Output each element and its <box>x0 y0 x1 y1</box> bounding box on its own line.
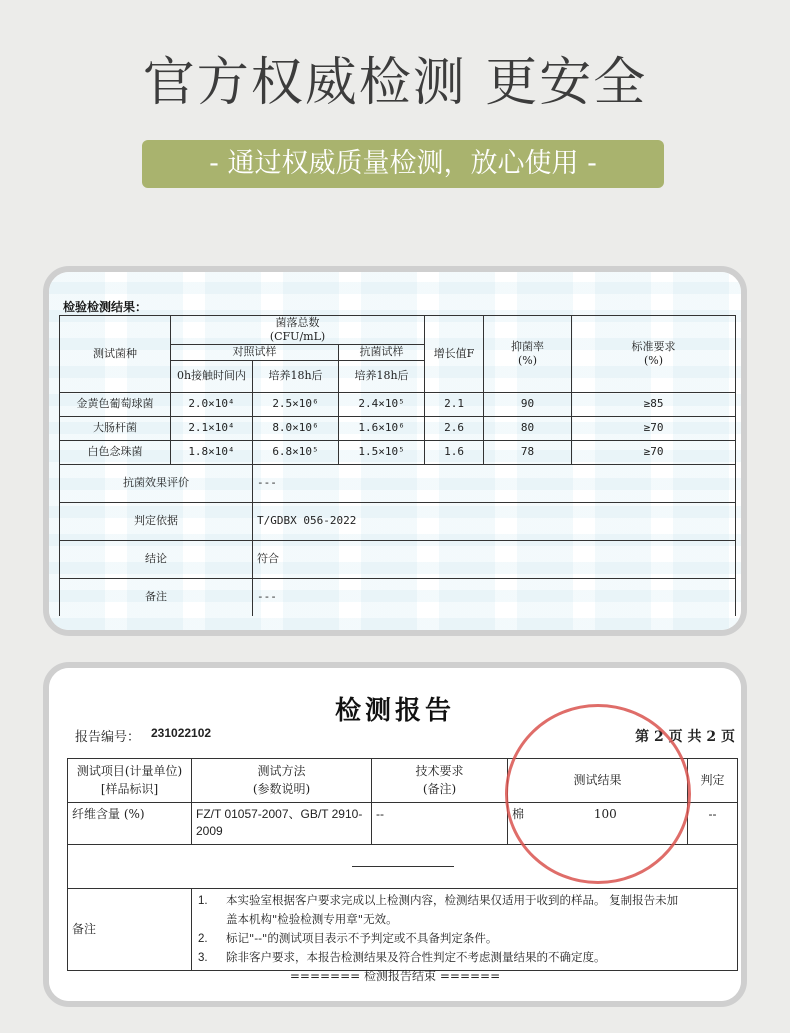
col-method-label: 测试方法 <box>257 764 306 779</box>
note-number: 1. <box>198 895 208 907</box>
report-title: 检测报告 <box>334 696 455 726</box>
summary-label: 判定依据 <box>60 502 253 540</box>
summary-value: 符合 <box>253 540 736 578</box>
note-line <box>198 948 731 967</box>
req-cell: -- <box>372 803 508 845</box>
header-strain: 测试菌种 <box>60 316 171 393</box>
report-end-line: ======= 检测报告结束 ====== <box>289 969 501 983</box>
notes-list <box>192 889 737 970</box>
report-card <box>43 662 747 1007</box>
notes-row <box>68 889 738 971</box>
growth-cell: 2.1 <box>425 392 484 416</box>
inhibit-cell: 78 <box>484 440 572 464</box>
strain-cell: 金黄色葡萄球菌 <box>60 392 171 416</box>
control-18h-cell: 2.5×10⁶ <box>253 392 339 416</box>
summary-value: --- <box>253 464 736 502</box>
header-0h: 0h接触时间内 <box>171 360 253 392</box>
note-number: 2. <box>198 932 208 945</box>
note-line <box>198 891 731 910</box>
summary-row <box>60 502 736 540</box>
standard-cell: ≥70 <box>572 440 736 464</box>
col-req <box>372 759 508 803</box>
summary-value: --- <box>253 578 736 616</box>
col-method <box>192 759 372 803</box>
antibac-18h-cell: 2.4×10⁵ <box>339 392 425 416</box>
col-req-label: 技术要求 <box>415 764 464 779</box>
subtitle-banner: - 通过权威质量检测，放心使用 - <box>142 140 664 188</box>
table-row <box>60 440 736 464</box>
col-result: 测试结果 <box>508 759 688 803</box>
header-colony-label: 菌落总数 <box>275 316 320 329</box>
notes-cell <box>192 889 738 971</box>
strain-cell: 白色念珠菌 <box>60 440 171 464</box>
report-number-label: 报告编号： <box>75 730 141 745</box>
control-0h-cell: 1.8×10⁴ <box>171 440 253 464</box>
col-judge: 判定 <box>688 759 738 803</box>
results-table <box>59 315 736 616</box>
antibac-18h-cell: 1.6×10⁶ <box>339 416 425 440</box>
summary-row <box>60 540 736 578</box>
standard-cell: ≥85 <box>572 392 736 416</box>
page-headline: 官方权威检测 更安全 <box>142 53 648 113</box>
note-text: 除非客户要求，本报告检测结果及符合性判定不考虑测量结果的不确定度。 <box>226 950 606 965</box>
summary-value: T/GDBX 056-2022 <box>253 502 736 540</box>
header-control: 对照试样 <box>171 344 339 360</box>
summary-label: 结论 <box>60 540 253 578</box>
result-value: 100 <box>593 807 617 821</box>
table-row <box>60 392 736 416</box>
header-standard-unit: (%) <box>643 353 664 367</box>
col-method-sub: (参数说明) <box>252 781 311 796</box>
header-colony-unit: (CFU/mL) <box>269 329 326 343</box>
note-text: 盖本机构"检验检测专用章"无效。 <box>226 912 398 927</box>
note-text: 本实验室根据客户要求完成以上检测内容，检测结果仅适用于收到的样品。 复制报告未加 <box>226 893 679 907</box>
table-row <box>60 416 736 440</box>
red-circle-stamp <box>505 704 691 884</box>
header-growth: 增长值F <box>425 316 484 393</box>
header-colony <box>171 316 425 345</box>
results-card <box>43 266 747 636</box>
note-line <box>198 910 731 928</box>
results-document <box>49 272 741 630</box>
note-number: 3. <box>198 952 208 965</box>
header-standard <box>572 316 736 393</box>
divider-line <box>352 866 454 867</box>
antibac-18h-cell: 1.5×10⁵ <box>339 440 425 464</box>
header-18h-control: 培养18h后 <box>253 360 339 392</box>
header-inhibit-label: 抑菌率 <box>511 340 545 353</box>
report-document <box>49 668 741 1001</box>
header-inhibit <box>484 316 572 393</box>
item-cell: 纤维含量 (%) <box>68 803 192 845</box>
summary-label: 备注 <box>60 578 253 616</box>
strain-cell: 大肠杆菌 <box>60 416 171 440</box>
results-caption: 检验检测结果： <box>63 300 148 314</box>
standard-cell: ≥70 <box>572 416 736 440</box>
inhibit-cell: 80 <box>484 416 572 440</box>
control-18h-cell: 6.8×10⁵ <box>253 440 339 464</box>
notes-label: 备注 <box>68 889 192 971</box>
result-name: 棉 <box>512 807 525 821</box>
col-item <box>68 759 192 803</box>
inhibit-cell: 90 <box>484 392 572 416</box>
judge-cell: -- <box>688 803 738 845</box>
growth-cell: 2.6 <box>425 416 484 440</box>
method-cell: FZ/T 01057-2007、GB/T 2910-2009 <box>192 803 372 845</box>
control-18h-cell: 8.0×10⁶ <box>253 416 339 440</box>
summary-row <box>60 578 736 616</box>
header-inhibit-unit: (%) <box>517 353 538 367</box>
control-0h-cell: 2.1×10⁴ <box>171 416 253 440</box>
summary-row <box>60 464 736 502</box>
summary-label: 抗菌效果评价 <box>60 464 253 502</box>
report-number: 231022102 <box>151 726 212 740</box>
control-0h-cell: 2.0×10⁴ <box>171 392 253 416</box>
header-standard-label: 标准要求 <box>631 340 676 353</box>
note-line <box>198 929 731 948</box>
growth-cell: 1.6 <box>425 440 484 464</box>
note-text: 标记"--"的测试项目表示不予判定或不具备判定条件。 <box>226 930 498 945</box>
header-antibac: 抗菌试样 <box>339 344 425 360</box>
header-18h-antibac: 培养18h后 <box>339 360 425 392</box>
col-req-sub: (备注) <box>422 781 457 796</box>
report-page-info: 第 2 页 共 2 页 <box>635 729 735 745</box>
col-item-label: 测试项目(计量单位) <box>76 764 183 779</box>
col-item-sub: [样品标识] <box>100 781 159 796</box>
